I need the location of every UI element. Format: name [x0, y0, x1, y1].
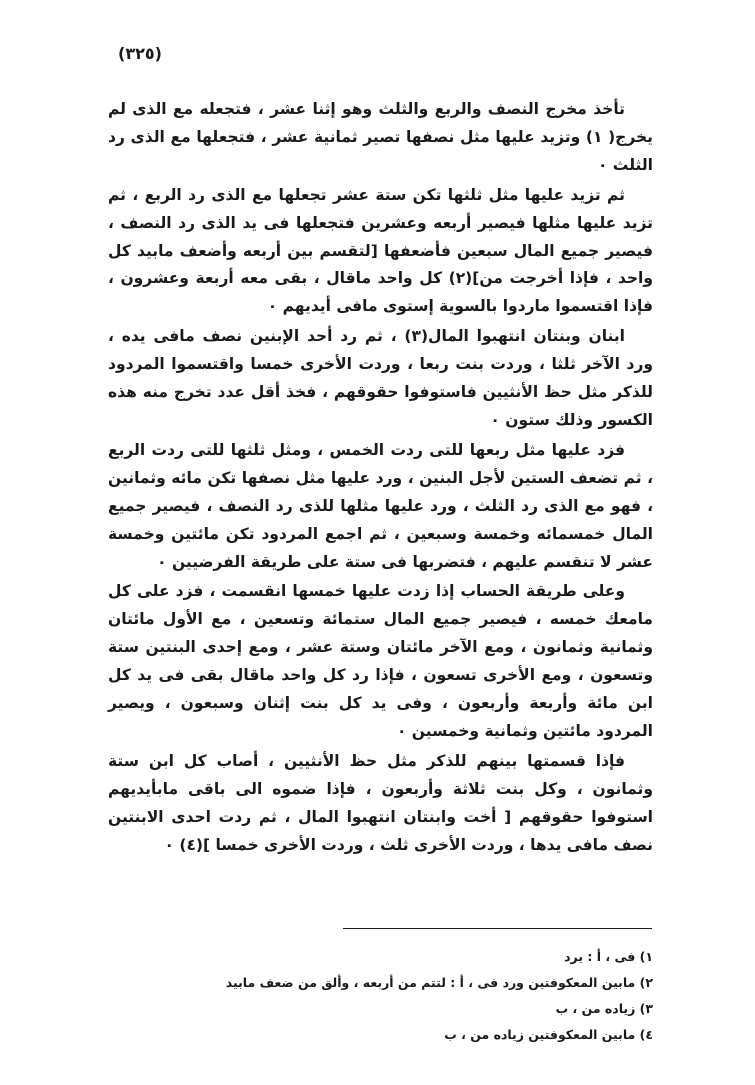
main-text [108, 96, 653, 861]
page-number: (٣٢٥) [118, 44, 162, 63]
footnote-3: ٣) زياده من ، ب [555, 1001, 653, 1016]
paragraph: ثم تزيد عليها مثل ثلثها تكن ستة عشر تجعلها مع الذى رد الربع ، ثم تزيد عليها مثلها فيصير أربعه وعشرين فتجعلها فى يد الذى رد النصف ، فيصير جميع المال سبعين فأضعفها [لتقسم بين أربعه وأضعف مابيد كل واحد ، فإذا أخرجت من](٢) كل واحد ماقال ، بقى معه أربعة وعشرون ، فإذا اقتسموا ماردوا بالسوية إستوى مافى أيديهم ٠ [108, 185, 653, 316]
footnotes [193, 944, 653, 1048]
paragraph: فإذا قسمتها بينهم للذكر مثل حظ الأنثيين ، أصاب كل ابن ستة وثمانون ، وكل بنت ثلاثة وأربعون ، فإذا ضموه الى باقى مابأيديهم استوفوا حقوقهم [ أخت وابنتان انتهبوا المال ، ثم ردت احدى الابنتين نصف مافى يدها ، وردت الأخرى ثلث ، وردت الأخرى خمسا ](٤) ٠ [108, 751, 653, 854]
footnote-1: ١) فى ، أ : يرد [564, 949, 653, 964]
footnote-divider [343, 928, 652, 929]
paragraph: تأخذ مخرج النصف والربع والثلث وهو إثنا عشر ، فتجعله مع الذى لم يخرج( ١) وتزيد عليها مثل نصفها تصير ثمانية عشر ، فتجعلها مع الذى رد الثلث ٠ [108, 100, 653, 174]
footnote-4: ٤) مابين المعكوفتين زياده من ، ب [444, 1027, 653, 1042]
paragraph: فزد عليها مثل ربعها للتى ردت الخمس ، ومثل ثلثها للتى ردت الربع ، ثم تضعف الستين لأجل البنين ، ورد عليها مثل نصفها تكن مائه وثمانين ، فهو مع الذى رد الثلث ، ورد عليها مثلها للذى رد النصف ، فيصير جميع المال خمسمائه وخمسة وسبعين ، ثم اجمع المردود تكن مائتين وخمسة عشر لا تنقسم عليهم ، فتضربها فى ستة على طريقة الفرضيين ٠ [108, 440, 653, 571]
paragraph: وعلى طريقة الحساب إذا زدت عليها خمسها انقسمت ، فزد على كل مامعك خمسه ، فيصير جميع المال ستمائة وتسعين ، مع الأول مائتان وثمانية وثمانون ، ومع الآخر مائتان وستة عشر ، ومع إحدى البنتين ستة وتسعون ، ومع الأخرى تسعون ، فإذا رد كل واحد ماقال بقى فى يد كل ابن مائة وأربعة وأربعون ، وفى يد كل بنت إثنان وسبعون ، ويصير المردود مائتين وثمانية وخمسين ٠ [108, 582, 653, 740]
paragraph: ابنان وبنتان انتهبوا المال(٣) ، ثم رد أحد الإبنين نصف مافى يده ، ورد الآخر ثلثا ، وردت بنت ربعا ، وردت الأخرى خمسا واقتسموا المردود للذكر مثل حظ الأنثيين فاستوفوا حقوقهم ، فخذ أقل عدد تخرج منه هذه الكسور وذلك ستون ٠ [108, 327, 653, 429]
footnote-2: ٢) مابين المعكوفتين ورد فى ، أ : لتتم من أربعه ، وألق من ضعف مابيد [225, 975, 653, 990]
